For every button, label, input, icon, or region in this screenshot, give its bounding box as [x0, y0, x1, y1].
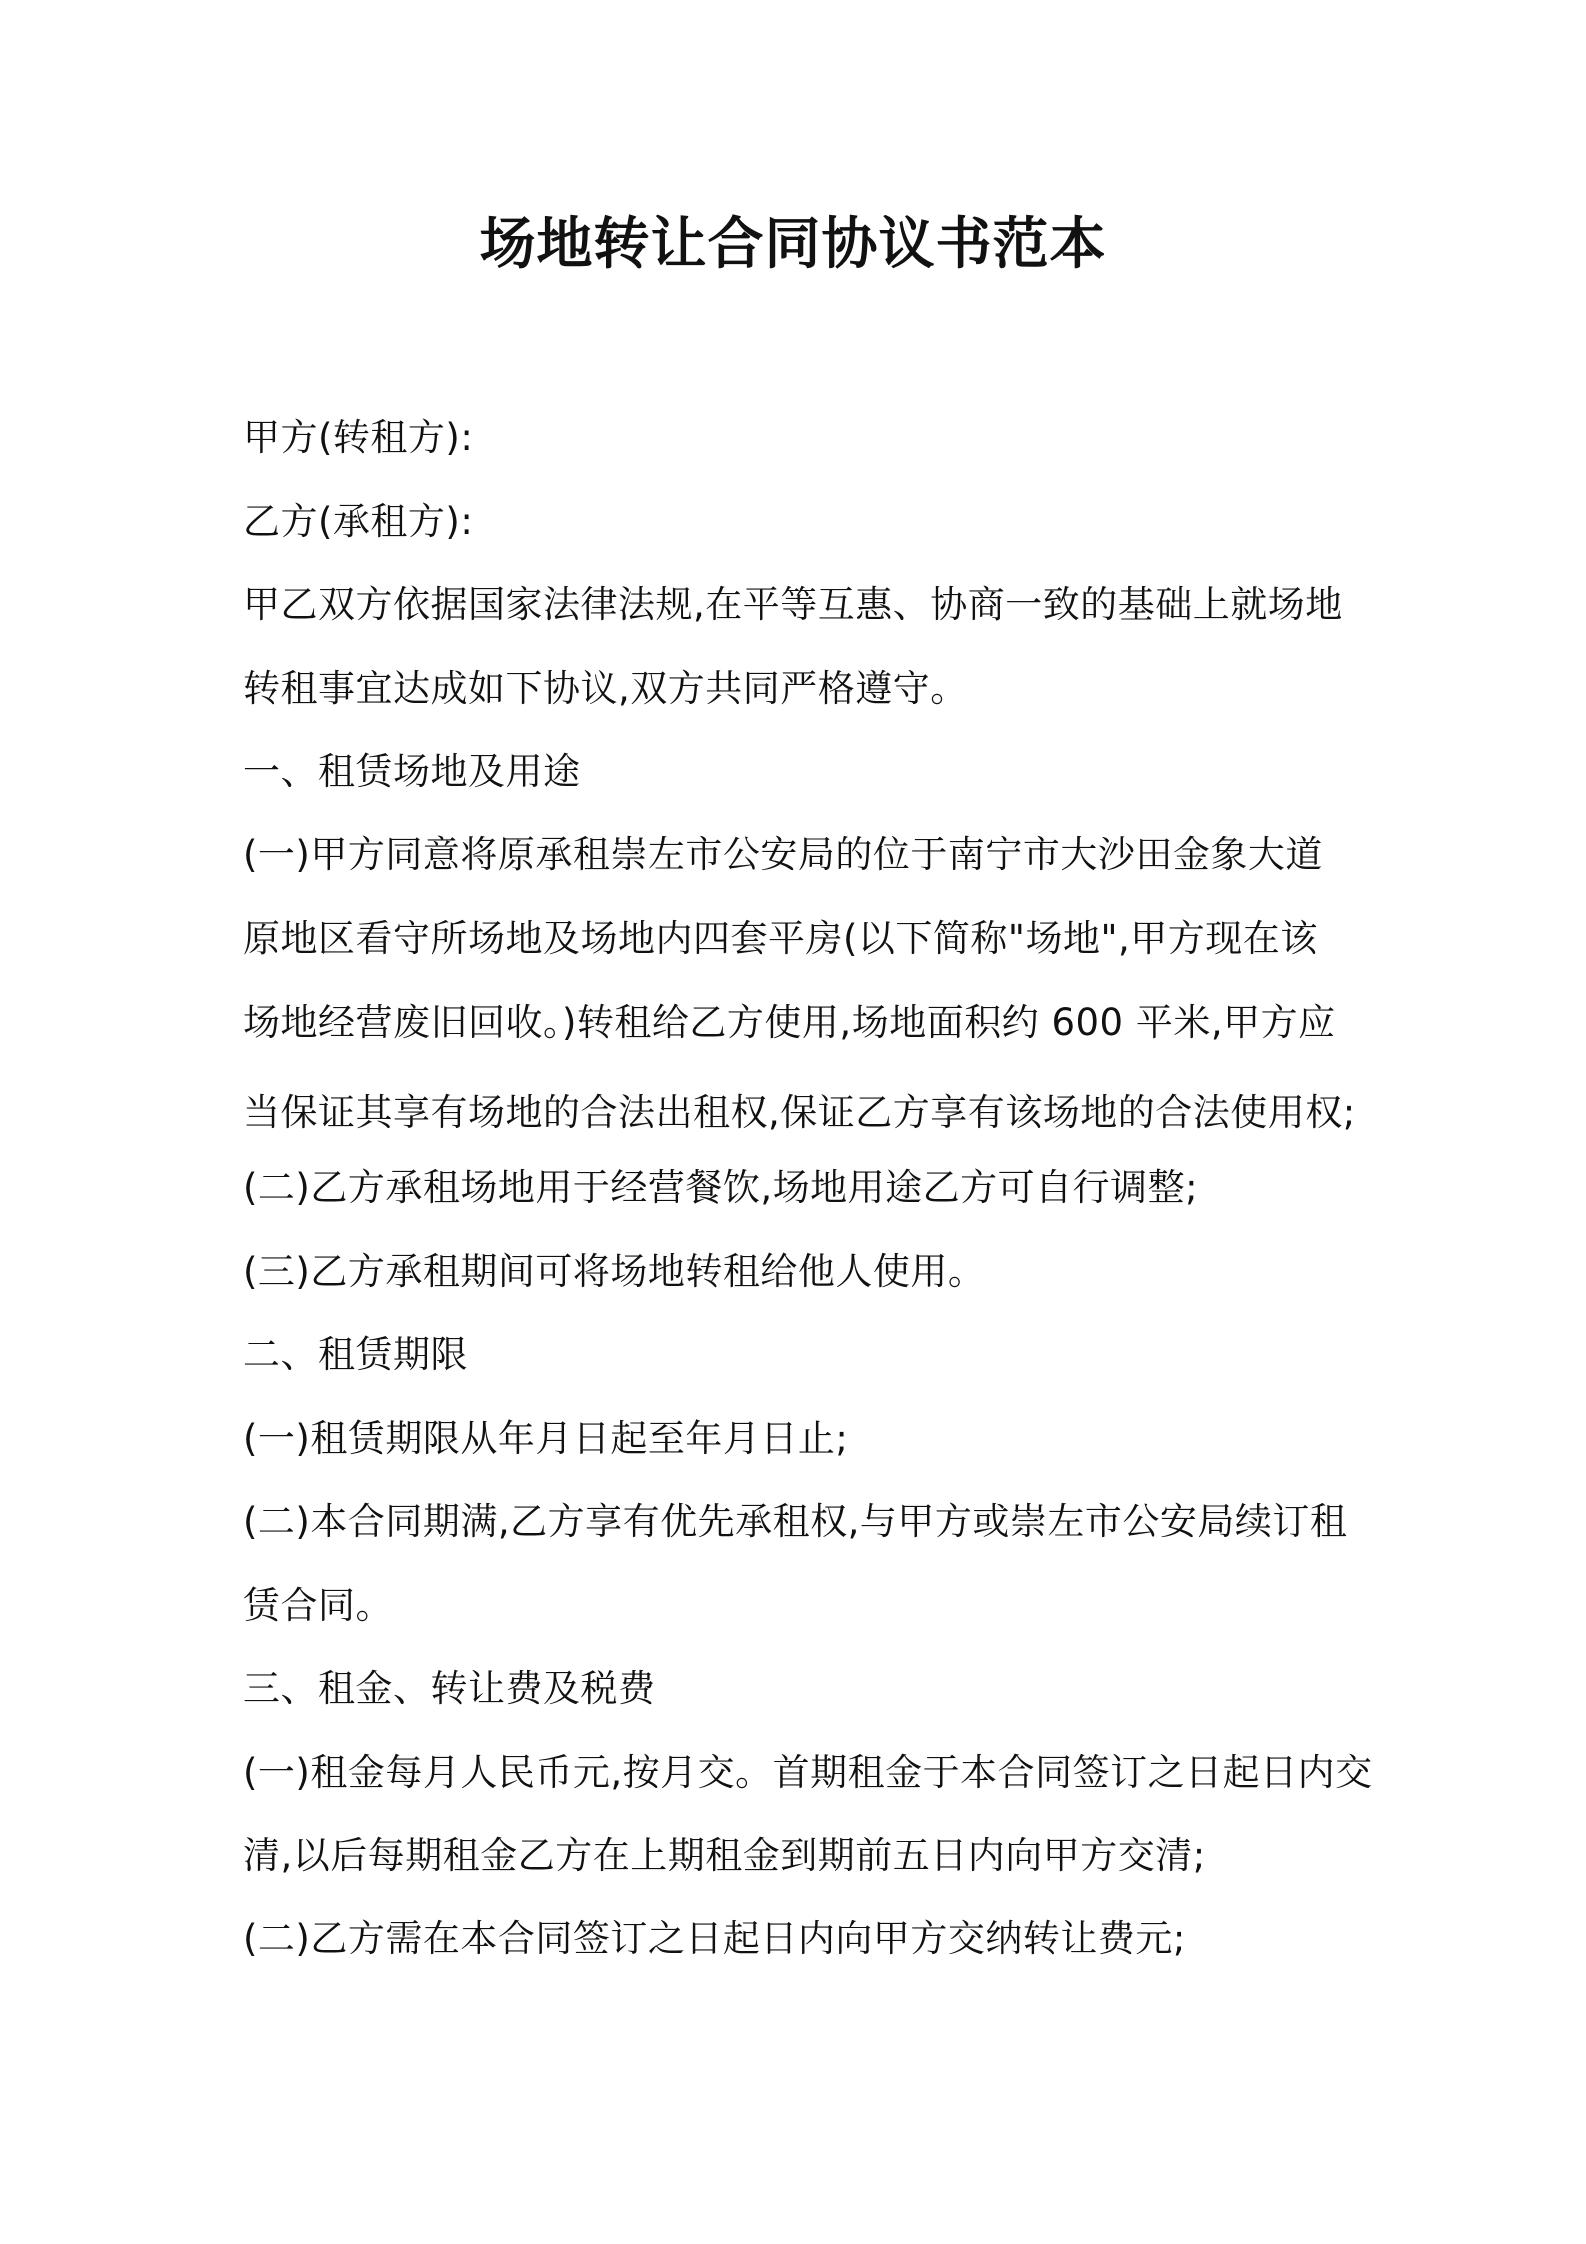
document-title: 场地转让合同协议书范本: [479, 212, 1107, 277]
paragraph-line: (三)乙方承租期间可将场地转租给他人使用。: [243, 1250, 986, 1293]
party-b-line: 乙方(承租方):: [243, 500, 474, 543]
paragraph-line: (二)乙方需在本合同签订之日起日内向甲方交纳转让费元;: [243, 1917, 1186, 1960]
paragraph-line: (二)乙方承租场地用于经营餐饮,场地用途乙方可自行调整;: [243, 1166, 1199, 1209]
paragraph-line: (一)租金每月人民币元,按月交。首期租金于本合同签订之日起日内交: [243, 1751, 1373, 1794]
paragraph-line: 清,以后每期租金乙方在上期租金到期前五日内向甲方交清;: [243, 1834, 1206, 1877]
paragraph-line: (一)甲方同意将原承租崇左市公安局的位于南宁市大沙田金象大道: [243, 833, 1323, 876]
section-heading: 三、租金、转让费及税费: [243, 1667, 656, 1710]
paragraph-line: 赁合同。: [243, 1584, 393, 1627]
paragraph-line: (二)本合同期满,乙方享有优先承租权,与甲方或崇左市公安局续订租: [243, 1500, 1348, 1543]
section-heading: 一、租赁场地及用途: [243, 750, 581, 793]
paragraph-line: 场地经营废旧回收。)转租给乙方使用,场地面积约 600 平米,甲方应: [243, 1001, 1336, 1044]
paragraph-line: 转租事宜达成如下协议,双方共同严格遵守。: [243, 667, 968, 710]
paragraph-line: 当保证其享有场地的合法出租权,保证乙方享有该场地的合法使用权;: [243, 1091, 1356, 1134]
party-a-line: 甲方(转租方):: [243, 416, 474, 459]
paragraph-line: 原地区看守所场地及场地内四套平房(以下简称"场地",甲方现在该: [243, 917, 1318, 960]
paragraph-line: (一)租赁期限从年月日起至年月日止;: [243, 1417, 849, 1460]
paragraph-line: 甲乙双方依据国家法律法规,在平等互惠、协商一致的基础上就场地: [243, 583, 1343, 626]
section-heading: 二、租赁期限: [243, 1333, 468, 1376]
